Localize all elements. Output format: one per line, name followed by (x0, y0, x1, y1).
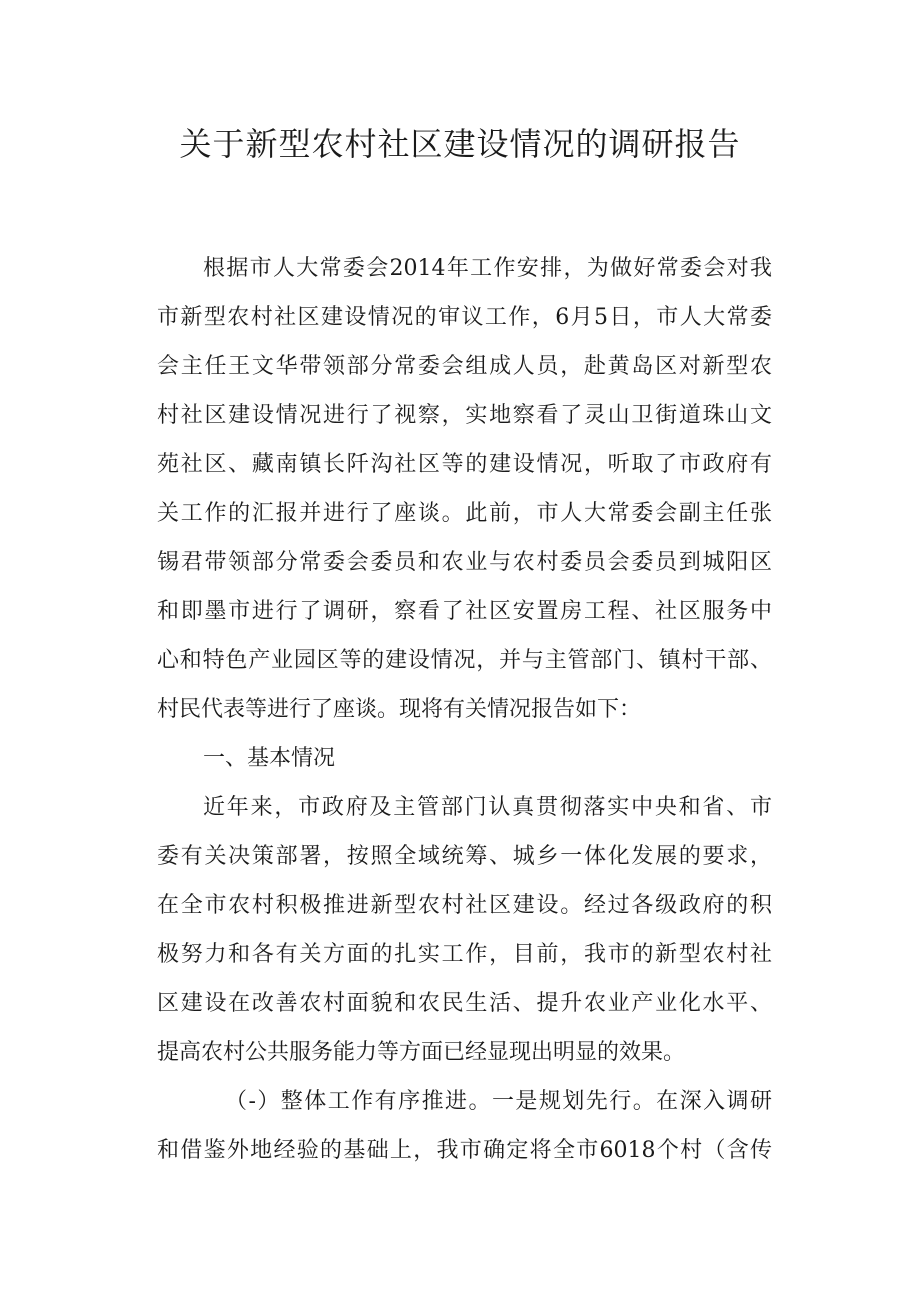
paragraph-line: 和即墨市进行了调研，察看了社区安置房工程、社区服务中 (157, 599, 772, 624)
paragraph-line: 市新型农村社区建设情况的审议工作，6月5日，市人大常委 (157, 305, 772, 330)
paragraph-line: 和借鉴外地经验的基础上，我市确定将全市6018个村（含传 (157, 1138, 772, 1163)
section-heading: 一、基本情况 (203, 746, 336, 771)
paragraph-line: 心和特色产业园区等的建设情况，并与主管部门、镇村干部、 (157, 648, 772, 673)
paragraph-line: 提高农村公共服务能力等方面已经显现出明显的效果。 (157, 1040, 686, 1065)
paragraph-line: 极努力和各有关方面的扎实工作，目前，我市的新型农村社 (157, 942, 772, 967)
document-body (157, 244, 772, 1175)
paragraph-line: 委有关决策部署，按照全域统筹、城乡一体化发展的要求， (157, 844, 772, 869)
paragraph-line: 区建设在改善农村面貌和农民生活、提升农业产业化水平、 (157, 991, 772, 1016)
paragraph-line: 会主任王文华带领部分常委会组成人员，赴黄岛区对新型农 (157, 354, 772, 379)
document-title: 关于新型农村社区建设情况的调研报告 (179, 125, 741, 163)
paragraph-line: （-）整体工作有序推进。一是规划先行。在深入调研 (225, 1089, 772, 1114)
paragraph-line: 村社区建设情况进行了视察，实地察看了灵山卫街道珠山文 (157, 403, 772, 428)
paragraph-line: 苑社区、藏南镇长阡沟社区等的建设情况，听取了市政府有 (157, 452, 772, 477)
paragraph-line: 根据市人大常委会2014年工作安排，为做好常委会对我 (203, 256, 772, 281)
paragraph-line: 村民代表等进行了座谈。现将有关情况报告如下： (157, 697, 642, 722)
paragraph-line: 锡君带领部分常委会委员和农业与农村委员会委员到城阳区 (157, 550, 772, 575)
paragraph-line: 在全市农村积极推进新型农村社区建设。经过各级政府的积 (157, 893, 772, 918)
paragraph-line: 关工作的汇报并进行了座谈。此前，市人大常委会副主任张 (157, 501, 772, 526)
paragraph-line: 近年来，市政府及主管部门认真贯彻落实中央和省、市 (203, 795, 772, 820)
